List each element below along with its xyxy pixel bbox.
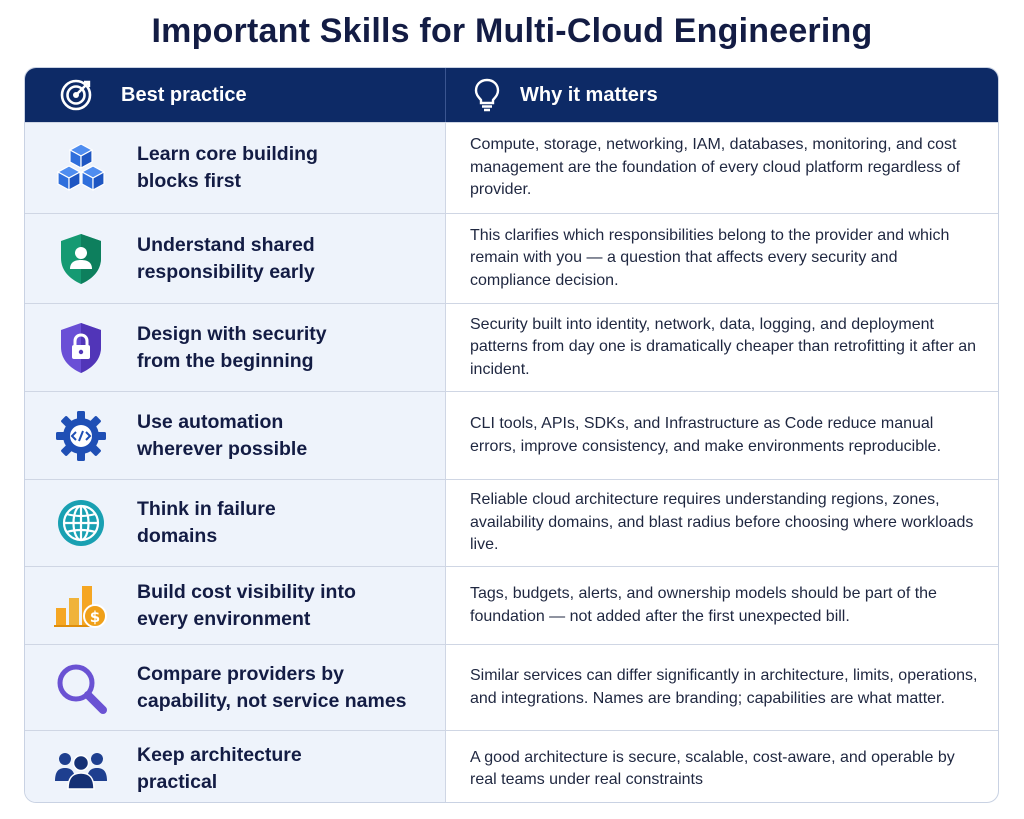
table-row xyxy=(25,730,998,803)
why-cell: Security built into identity, network, data, logging, and deployment patterns from day one is dramatically cheaper than retrofitting it after an incident. xyxy=(470,315,977,378)
svg-text:$: $ xyxy=(89,607,101,626)
practice-cell xyxy=(25,392,446,479)
header-why-it-matters xyxy=(446,68,998,122)
magnifier-icon xyxy=(54,661,108,715)
shield-user-icon xyxy=(57,232,105,286)
why-cell: Tags, budgets, alerts, and ownership models should be part of the foundation — not added after the first unexpected bill. xyxy=(470,585,937,625)
table-row xyxy=(25,213,998,303)
skills-table xyxy=(24,67,999,803)
why-cell: This clarifies which responsibilities belong to the provider and which remain with you — a question that affects every security and compliance decision. xyxy=(470,226,950,289)
why-cell: Reliable cloud architecture requires understanding regions, zones, availability domains, and blast radius before choosing where workloads live. xyxy=(470,491,974,554)
why-cell: CLI tools, APIs, SDKs, and Infrastructure as Code reduce manual errors, improve consistency, and make environments reproducible. xyxy=(470,415,942,455)
header-label-why: Why it matters xyxy=(520,83,658,106)
table-header xyxy=(25,68,998,122)
target-icon xyxy=(59,78,93,112)
shield-lock-icon xyxy=(57,321,105,375)
gear-code-icon xyxy=(54,409,108,463)
lightbulb-icon xyxy=(474,78,500,112)
cubes-icon xyxy=(54,142,108,194)
globe-icon xyxy=(55,497,107,549)
table-row xyxy=(25,479,998,566)
practice-cell xyxy=(25,731,446,803)
bar-chart-dollar-icon xyxy=(53,582,109,630)
page-title: Important Skills for Multi-Cloud Engineering xyxy=(151,12,873,50)
practice-cell xyxy=(25,645,446,730)
team-icon xyxy=(53,747,109,791)
practice-label: Think in failure domains xyxy=(137,498,276,547)
why-cell: Compute, storage, networking, IAM, databases, monitoring, and cost management are the foundation of every cloud platform regardless of provider. xyxy=(470,136,961,199)
practice-label: Learn core building blocks first xyxy=(137,143,318,192)
table-row xyxy=(25,566,998,644)
table-row xyxy=(25,303,998,391)
practice-cell xyxy=(25,567,446,644)
practice-label: Compare providers by capability, not service names xyxy=(137,662,407,712)
practice-cell xyxy=(25,304,446,391)
table-row xyxy=(25,122,998,213)
practice-label: Design with security from the beginning xyxy=(137,322,327,372)
practice-label: Keep architecture practical xyxy=(137,744,302,793)
table-row xyxy=(25,644,998,730)
practice-cell xyxy=(25,480,446,566)
practice-label: Build cost visibility into every environment xyxy=(137,580,356,630)
practice-label: Understand shared responsibility early xyxy=(137,233,315,283)
header-label-practice: Best practice xyxy=(121,83,247,106)
practice-cell xyxy=(25,214,446,303)
table-row xyxy=(25,391,998,479)
why-cell: A good architecture is secure, scalable, cost-aware, and operable by real teams under real constraints xyxy=(470,748,955,788)
practice-label: Use automation wherever possible xyxy=(137,410,308,460)
practice-cell xyxy=(25,123,446,213)
why-cell: Similar services can differ significantly in architecture, limits, operations, and integrations. Names are branding; capabilities are what matter. xyxy=(470,667,978,707)
header-best-practice xyxy=(25,68,446,122)
